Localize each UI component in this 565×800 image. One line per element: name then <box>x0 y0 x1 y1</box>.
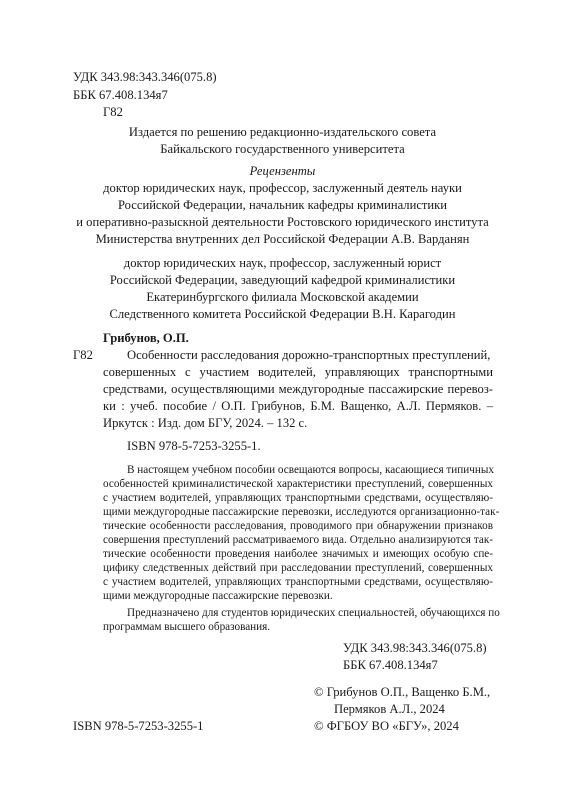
author-mark: Г82 <box>103 105 123 119</box>
bib-author: Грибунов, О.П. <box>103 331 189 345</box>
reviewer-1-line: Министерства внутренних дел Российской Федерации А.В. Варданян <box>95 232 470 246</box>
abstract-line: с участием водителей, управляющих транспортными средствами, осуществляю- <box>103 576 493 588</box>
bbk-code: ББК 67.408.134я7 <box>73 88 168 102</box>
udk-code-bottom: УДК 343.98:343.346(075.8) <box>343 641 487 655</box>
bib-description-line: Иркутск : Изд. дом БГУ, 2024. – 132 с. <box>103 416 308 430</box>
abstract-line: щими междугородные пассажирские перевозки, исследуются организационно-так- <box>103 506 500 518</box>
reviewer-1-line: доктор юридических наук, профессор, заслуженный деятель науки <box>103 181 462 195</box>
bib-isbn: ISBN 978-5-7253-3255-1. <box>127 439 261 453</box>
reviewer-2-line: Следственного комитета Российской Федерации В.Н. Карагодин <box>109 307 456 321</box>
abstract-line: тические особенности проведения наиболее значимых и имеющих особую спе- <box>103 548 493 560</box>
reviewer-1-line: Российской Федерации, начальник кафедры криминалистики <box>117 198 448 212</box>
bib-description-line: средствами, осуществляющими междугородные пассажирские перевоз- <box>103 382 493 396</box>
abstract-line: щими междугородные пассажирские перевозки. <box>103 590 333 602</box>
bbk-code-bottom: ББК 67.408.134я7 <box>343 658 438 672</box>
publisher-note-line: Издается по решению редакционно-издательского совета <box>128 125 437 139</box>
copyright-authors: © Грибунов О.П., Ващенко Б.М., <box>314 685 491 699</box>
bib-mark: Г82 <box>73 348 93 362</box>
abstract-line: В настоящем учебном пособии освещаются вопросы, касающиеся типичных <box>127 464 494 476</box>
copyright-authors: Пермяков А.Л., 2024 <box>334 702 445 716</box>
reviewer-2-line: Екатеринбургского филиала Московской академии <box>146 290 419 304</box>
abstract-purpose-line: Предназначено для студентов юридических специальностей, обучающихся по <box>127 607 500 619</box>
footer-isbn: ISBN 978-5-7253-3255-1 <box>73 719 204 733</box>
abstract-line: с участием водителей, управляющих транспортными средствами, осуществляю- <box>103 492 493 504</box>
bib-description-line: Особенности расследования дорожно-транспортных преступлений, <box>127 348 491 362</box>
reviewer-1-line: и оперативно-разыскной деятельности Ростовского юридического института <box>76 215 489 229</box>
bib-description-line: совершенных с участием водителей, управляющих транспортными <box>103 365 493 379</box>
abstract-line: тические особенности расследования, проводимого при обнаружении признаков <box>103 520 493 532</box>
reviewer-2-line: Российской Федерации, заведующий кафедрой криминалистики <box>109 273 456 287</box>
bib-description-line: ки : учеб. пособие / О.П. Грибунов, Б.М. Ващенко, А.Л. Пермяков. – <box>103 399 493 413</box>
abstract-purpose-line: программам высшего образования. <box>103 621 271 633</box>
copyright-org: © ФГБОУ ВО «БГУ», 2024 <box>314 719 459 733</box>
reviewers-heading: Рецензенты <box>249 164 316 178</box>
udk-code: УДК 343.98:343.346(075.8) <box>73 70 217 84</box>
abstract-line: цифику следственных действий при расследовании преступлений, совершенных <box>103 562 493 574</box>
publisher-note-line: Байкальского государственного университета <box>160 142 405 156</box>
reviewer-2-line: доктор юридических наук, профессор, заслуженный юрист <box>123 256 442 270</box>
abstract-line: особенностей криминалистической характеристики преступлений, совершенных <box>103 478 493 490</box>
abstract-line: совершения преступлений рассматриваемого вида. Отдельно анализируются так- <box>103 534 493 546</box>
